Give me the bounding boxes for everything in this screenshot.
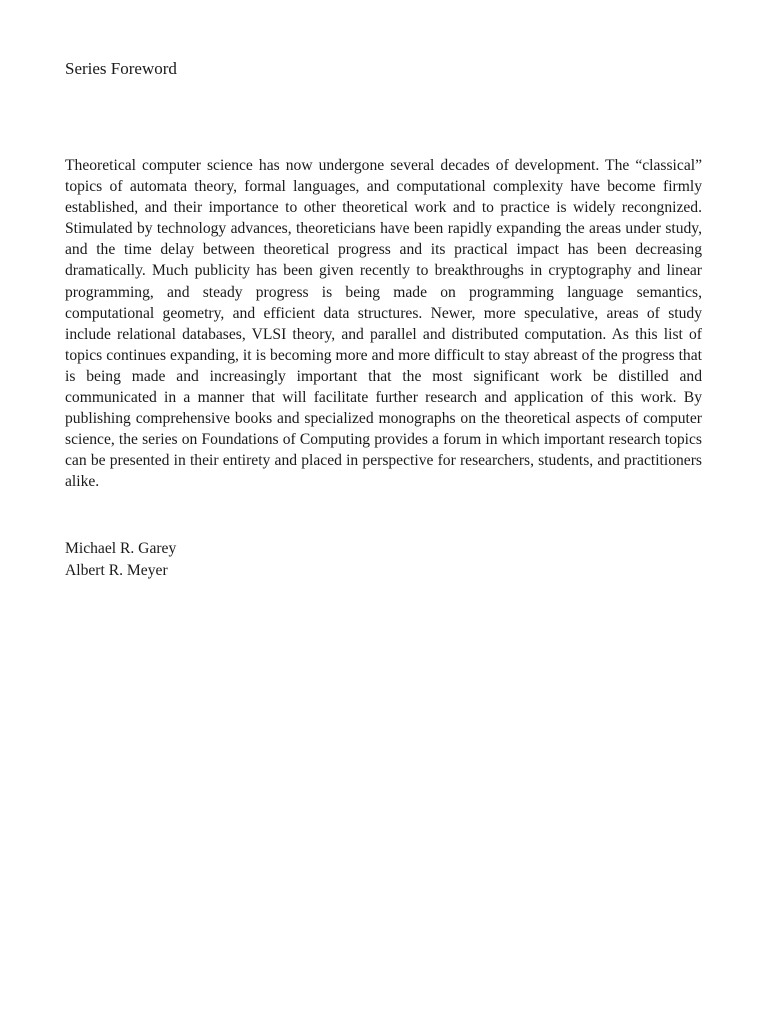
signature-line: Michael R. Garey <box>65 540 177 557</box>
foreword-paragraph: Theoretical computer science has now undergone several decades of development. The “classical” topics of automata theory, formal languages, and computational complexity have become firmly established, and their importance to other theoretical work and to practice is widely recongnized. Stimulated by technology advances, theoreticians have been rapidly expanding the areas under study, and the time delay between theoretical progress and its practical impact has been decreasing dramatically. Much publicity has been given recently to breakthroughs in cryptography and linear programming, and steady progress is being made on programming language semantics, computational geometry, and efficient data structures. Newer, more speculative, areas of study include relational databases, VLSI theory, and parallel and distributed computation. As this list of topics continues expanding, it is becoming more and more difficult to stay abreast of the progress that is being made and increasingly important that the most significant work be distilled and communicated in a manner that will facilitate further research and application of this work. By publishing comprehensive books and specialized monographs on the theoretical aspects of computer science, the series on Foundations of Computing provides a forum in which important research topics can be presented in their entirety and placed in perspective for researchers, students, and practitioners alike. <box>65 157 702 491</box>
page-title: Series Foreword <box>65 59 177 78</box>
signature-line: Albert R. Meyer <box>65 561 168 579</box>
signature-block <box>65 538 176 581</box>
